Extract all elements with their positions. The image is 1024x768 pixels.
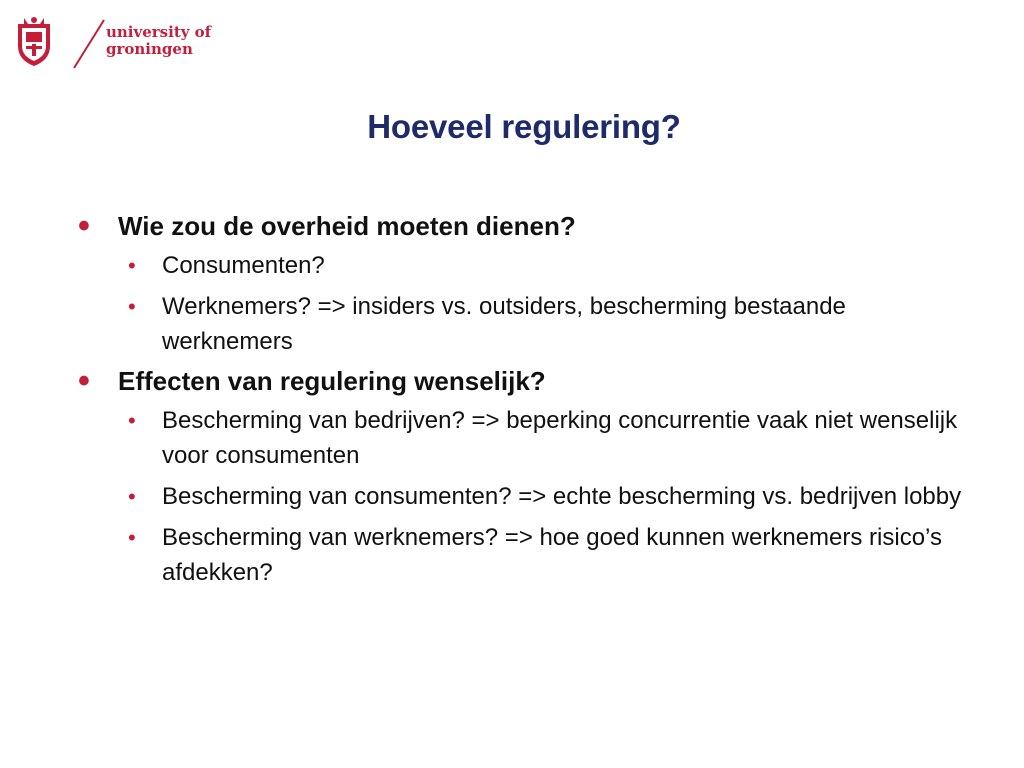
sub-bullet-dot-icon: • [128, 408, 136, 433]
sub-bullet-dot-icon: • [128, 253, 136, 278]
sub-bullet-text: Werknemers? => insiders vs. outsiders, bescherming bestaande werknemers [162, 293, 846, 355]
university-logo [14, 16, 234, 72]
sub-bullet-text: Bescherming van consumenten? => echte bescherming vs. bedrijven lobby [162, 483, 962, 510]
university-wordmark [106, 24, 211, 58]
sub-bullet-item [78, 403, 978, 473]
sub-bullet-item [78, 479, 978, 514]
sub-bullet-item [78, 520, 978, 590]
sub-bullet-item [78, 248, 978, 283]
bullet-dot-icon: • [78, 362, 90, 400]
sub-bullet-dot-icon: • [128, 484, 136, 509]
sub-bullet-item [78, 289, 978, 359]
university-crest-icon [14, 16, 54, 68]
bullet-item-1 [78, 207, 978, 245]
wordmark-line-2: groningen [106, 40, 193, 58]
bullet-dot-icon: • [78, 207, 90, 245]
bullet-text: Effecten van regulering wenselijk? [118, 366, 546, 396]
bullet-text: Wie zou de overheid moeten dienen? [118, 211, 576, 241]
sub-bullet-text: Bescherming van werknemers? => hoe goed kunnen werknemers risico’s afdekken? [162, 524, 942, 586]
slide-title: Hoeveel regulering? [367, 108, 681, 145]
slide-content [78, 204, 978, 596]
sub-bullet-dot-icon: • [128, 525, 136, 550]
bullet-item-2 [78, 362, 978, 400]
sub-bullet-text: Consumenten? [162, 252, 325, 279]
sub-bullet-text: Bescherming van bedrijven? => beperking concurrentie vaak niet wenselijk voor consumenten [162, 407, 958, 469]
wordmark-line-1: university of [106, 23, 212, 41]
sub-bullet-dot-icon: • [128, 294, 136, 319]
